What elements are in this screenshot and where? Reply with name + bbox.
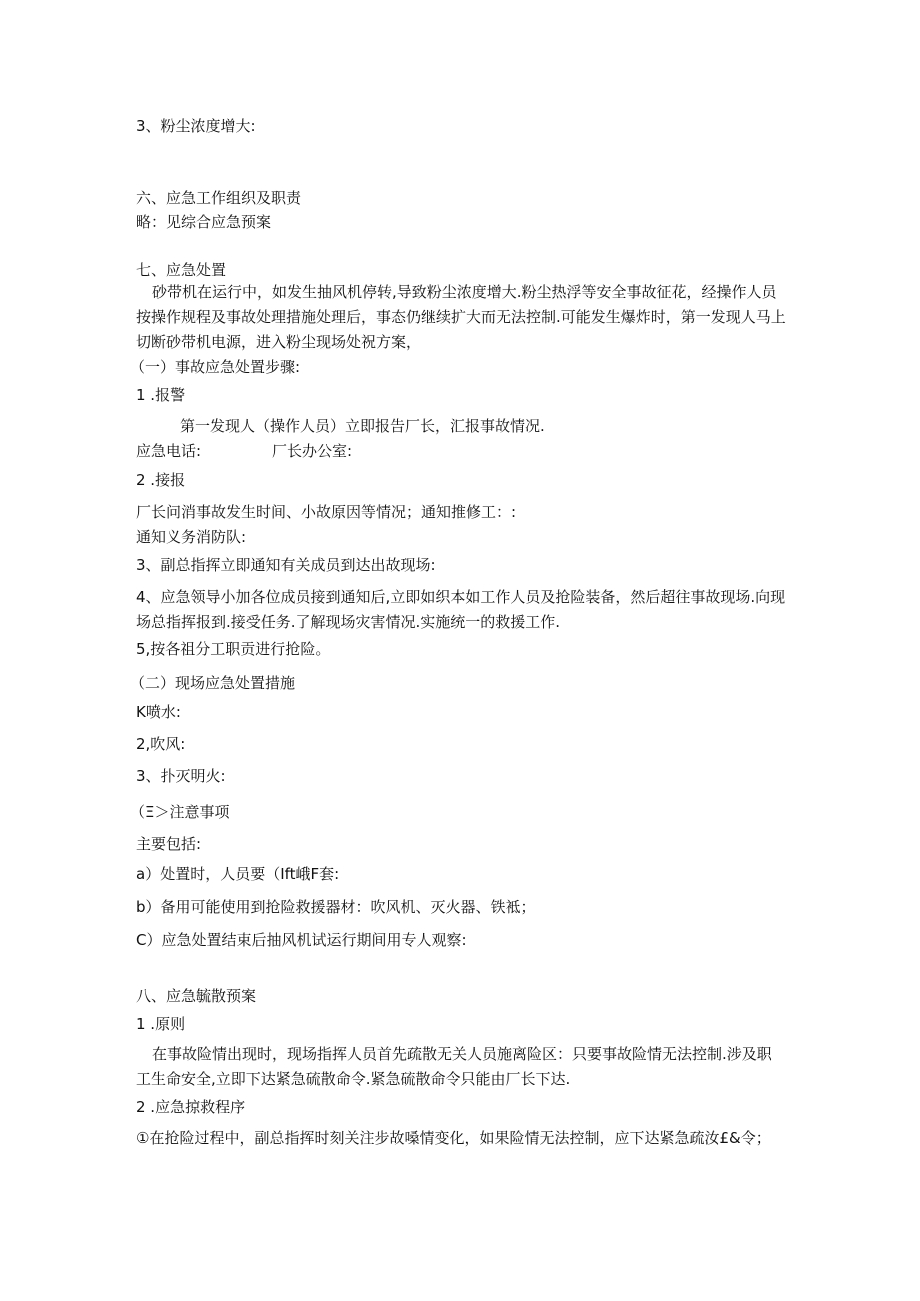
note-a: a）处置时，人员要（Ift峨F套: xyxy=(136,865,340,883)
section-8-principle-text: 在事故险情出现时，现场指挥人员首先疏散无关人员施离险区：只要事故险情无法控制.涉及职工生命安全,立即下达紧急硫散命令.紧急硫散命令只能由厂长下达. xyxy=(136,1045,772,1088)
step-1-text: 第一发现人（操作人员）立即报告厂长，汇报事故情况. xyxy=(180,417,545,435)
measure-blow-air: 2,吹风: xyxy=(136,735,186,753)
measure-spray-water: K喷水: xyxy=(136,703,181,721)
director-office-label: 厂长办公室: xyxy=(272,442,353,460)
section-8-principle: 1 .原则 xyxy=(136,1015,186,1033)
section-8-procedure: 2 .应急掠救程序 xyxy=(136,1098,246,1116)
subsection-1-heading: （一）事故应急处置步骤: xyxy=(130,358,301,376)
step-2-text: 厂长问消事故发生时间、小故原因等情况；通知推修工：: xyxy=(136,503,517,521)
notes-intro: 主要包括: xyxy=(136,835,202,853)
section-8-heading: 八、应急毓散预案 xyxy=(136,987,257,1005)
section-7-heading: 七、应急处置 xyxy=(136,261,227,279)
subsection-2-heading: （二）现场应急处置措施 xyxy=(130,674,296,692)
step-5-text: 5,按各祖分工职贡进行抢险。 xyxy=(136,640,331,658)
emergency-phone-label: 应急电话: xyxy=(136,442,202,460)
note-c: C）应急处置结束后抽风机试运行期间用专人观察: xyxy=(136,931,467,949)
item-dust-increase: 3、粉尘浓度增大: xyxy=(136,117,256,135)
step-2-report: 2 .接报 xyxy=(136,471,186,489)
section-7-paragraph: 砂带机在运行中，如发生抽风机停转,导致粉尘浓度增大.粉尘热浮等安全事故征花，经操作人员按操作规程及事故处理措施处理后，事态仍继续扩大而无法控制.可能发生爆炸时，第一发现人马上切断砂带机电源，进入粉尘现场处祝方案， xyxy=(136,283,786,351)
section-8-procedure-text: ①在抢险过程中，副总指挥时刻关注步故嗓情变化，如果险情无法控制，应下达紧急疏汝£&令； xyxy=(136,1129,771,1147)
subsection-3-heading: （Ξ＞注意事项 xyxy=(130,803,230,821)
measure-extinguish-fire: 3、扑灭明火: xyxy=(136,767,226,785)
step-3-text: 3、副总指挥立即通知有关成员到达出故现场: xyxy=(136,556,436,574)
step-4-text: 4、应急领导小加各位成员接到通知后,立即如织本如工作人员及抢险装备，然后超往事故现场.向现场总指挥报到.接受任务.了解现场灾害情况.实施统一的救援工作. xyxy=(136,588,786,631)
section-6-text: 略：见综合应急预案 xyxy=(136,213,272,231)
step-1-alarm: 1 .报警 xyxy=(136,386,186,404)
step-2-fire-brigade: 通知义务消防队: xyxy=(136,528,247,546)
note-b: b）备用可能使用到抢险救援器材：吹风机、灭火器、铁袛； xyxy=(136,898,536,916)
section-6-heading: 六、应急工作组织及职责 xyxy=(136,189,302,207)
